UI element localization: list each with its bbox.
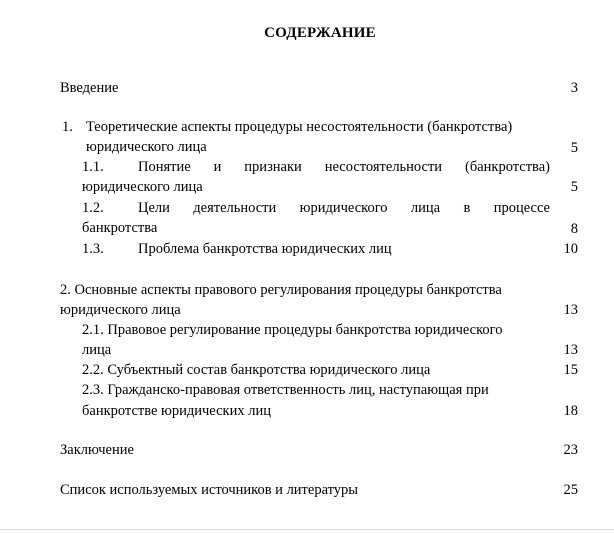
toc-entry-section-1-1 — [0, 157, 614, 197]
toc-number: 1. — [62, 119, 73, 135]
toc-number: 1.1. — [82, 159, 104, 175]
toc-page-number: 5 — [570, 140, 578, 156]
toc-word: деятельности — [193, 200, 277, 216]
toc-label-line-2: банкротства — [82, 220, 158, 236]
toc-entry-section-2-1 — [0, 320, 614, 360]
toc-entry-section-1-3 — [0, 239, 614, 259]
toc-entry-conclusion — [0, 440, 614, 460]
toc-page-number: 3 — [570, 80, 578, 96]
toc-label-line-1: 2.3. Гражданско-правовая ответственность лиц, наступающая при — [82, 382, 489, 398]
toc-word: несостоятельности — [324, 159, 443, 175]
toc-label-line-1: 2.1. Правовое регулирование процедуры банкротства юридического — [82, 322, 503, 338]
page-title: СОДЕРЖАНИЕ — [264, 25, 376, 41]
toc-page-number: 15 — [563, 362, 578, 378]
toc-page-number: 25 — [563, 482, 578, 498]
toc-entry-section-1-2 — [0, 198, 614, 238]
toc-word: признаки — [244, 159, 302, 175]
toc-word: в — [463, 200, 471, 216]
toc-entry-section-2-2 — [0, 360, 614, 380]
toc-label: Введение — [60, 80, 119, 96]
toc-word: Понятие — [138, 159, 191, 175]
toc-word: процессе — [493, 200, 550, 216]
toc-label: Список используемых источников и литературы — [60, 482, 359, 498]
toc-label-line-2: юридического лица — [60, 302, 181, 318]
toc-entry-section-2-3 — [0, 380, 614, 420]
toc-label-line-1 — [138, 198, 550, 218]
toc-label-line-2: лица — [82, 342, 112, 358]
toc-label: Заключение — [60, 442, 134, 458]
toc-page-number: 18 — [563, 403, 578, 419]
toc-label-line-2: юридического лица — [86, 139, 207, 155]
toc-entry-sources — [0, 480, 614, 500]
page-bottom-divider — [0, 529, 614, 530]
toc-label-line-2: банкротстве юридических лиц — [82, 403, 271, 419]
toc-page-number: 23 — [563, 442, 578, 458]
toc-label-line-1: Теоретические аспекты процедуры несостоятельности (банкротства) — [86, 119, 513, 135]
toc-word: юридического — [299, 200, 388, 216]
toc-label: Проблема банкротства юридических лиц — [138, 241, 392, 257]
toc-word: Цели — [138, 200, 170, 216]
toc-word: лица — [410, 200, 441, 216]
toc-page-number: 13 — [563, 302, 578, 318]
toc-label-line-2: юридического лица — [82, 179, 203, 195]
toc-entry-intro — [0, 78, 614, 98]
toc-page-number: 10 — [563, 241, 578, 257]
toc-entry-chapter-1 — [0, 117, 614, 157]
toc-page-number: 13 — [563, 342, 578, 358]
toc-label: 2.2. Субъектный состав банкротства юридического лица — [82, 362, 431, 378]
toc-label-line-1 — [138, 157, 550, 177]
toc-number: 1.2. — [82, 200, 104, 216]
toc-page-number: 8 — [570, 221, 578, 237]
toc-label-line-1: 2. Основные аспекты правового регулирования процедуры банкротства — [60, 282, 502, 298]
toc-number: 1.3. — [82, 241, 104, 257]
toc-entry-chapter-2 — [0, 280, 614, 320]
toc-word: и — [213, 159, 222, 175]
toc-word: (банкротства) — [465, 159, 550, 175]
toc-page-number: 5 — [570, 179, 578, 195]
